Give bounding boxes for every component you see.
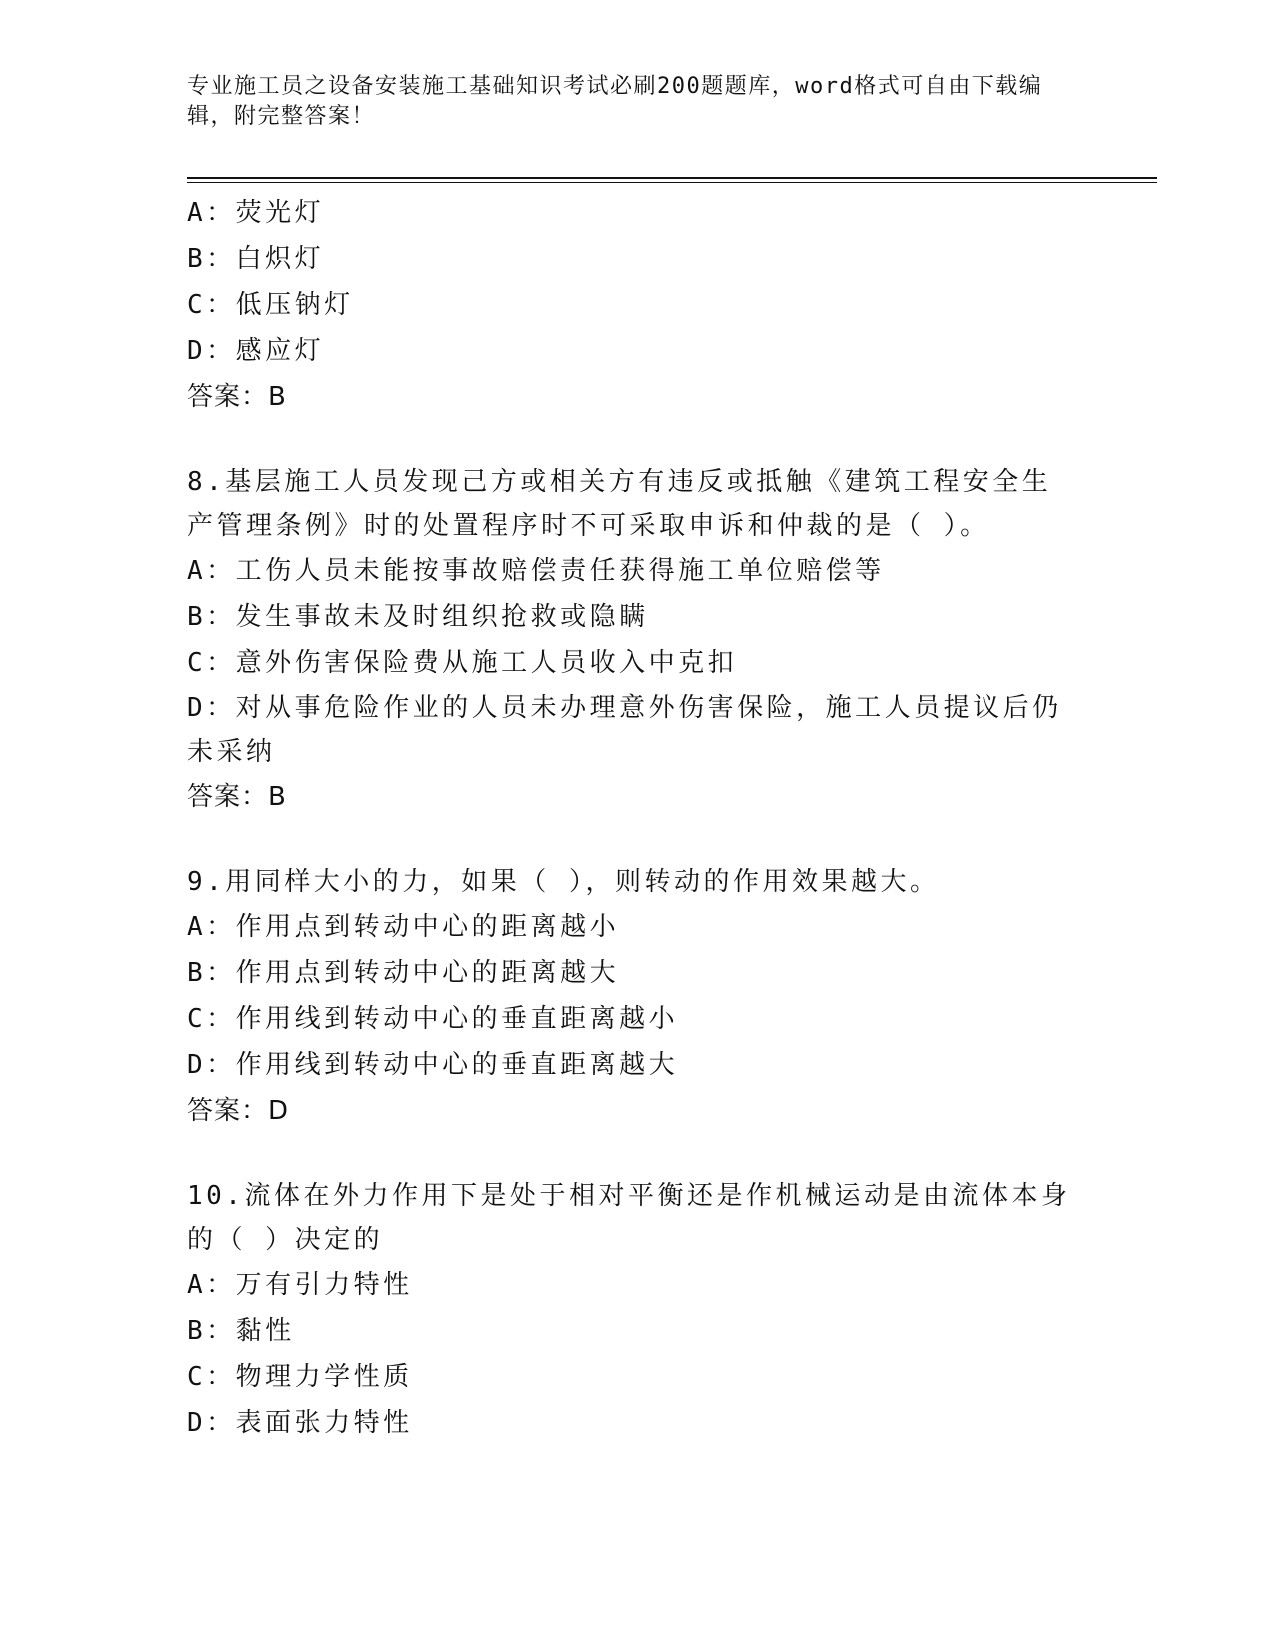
option-c: C：意外伤害保险费从施工人员收入中克扣 (187, 648, 738, 678)
option-b: B：发生事故未及时组织抢救或隐瞒 (187, 602, 649, 632)
answer: 答案：B (187, 782, 287, 812)
option-d: D：作用线到转动中心的垂直距离越大 (187, 1050, 679, 1080)
option-a: A：工伤人员未能按事故赔偿责任获得施工单位赔偿等 (187, 556, 885, 586)
option-d: D：感应灯 (187, 336, 325, 366)
answer: 答案：B (187, 382, 287, 412)
option-b: B：作用点到转动中心的距离越大 (187, 958, 620, 988)
question-text: 9.用同样大小的力，如果（ ），则转动的作用效果越大。 (187, 867, 940, 897)
option-b: B：白炽灯 (187, 244, 325, 274)
option-d: D：表面张力特性 (187, 1408, 413, 1438)
option-c: C：作用线到转动中心的垂直距离越小 (187, 1004, 679, 1034)
question-7 (187, 190, 1087, 420)
question-list (187, 190, 1087, 1446)
option-a: A：荧光灯 (187, 198, 325, 228)
header-rule (187, 177, 1157, 179)
answer: 答案：D (187, 1096, 290, 1126)
question-text: 8.基层施工人员发现己方或相关方有违反或抵触《建筑工程安全生产管理条例》时的处置程序时不可采取申诉和仲裁的是（ ）。 (187, 467, 1052, 541)
option-a: A：万有引力特性 (187, 1270, 413, 1300)
question-9 (187, 860, 1087, 1134)
question-8 (187, 460, 1087, 820)
option-c: C：低压钠灯 (187, 290, 354, 320)
spacer (187, 420, 1087, 460)
document-header: 专业施工员之设备安装施工基础知识考试必刷200题题库，word格式可自由下载编辑，附完整答案！ (187, 74, 1043, 129)
spacer (187, 820, 1087, 860)
header-rule-thin (187, 182, 1157, 183)
spacer (187, 1134, 1087, 1174)
question-10 (187, 1174, 1087, 1446)
option-d: D：对从事危险作业的人员未办理意外伤害保险，施工人员提议后仍未采纳 (187, 693, 1062, 767)
document-page (187, 0, 1157, 1650)
option-c: C：物理力学性质 (187, 1362, 413, 1392)
option-b: B：黏性 (187, 1316, 295, 1346)
question-text: 10.流体在外力作用下是处于相对平衡还是作机械运动是由流体本身的（ ）决定的 (187, 1181, 1071, 1255)
option-a: A：作用点到转动中心的距离越小 (187, 912, 620, 942)
